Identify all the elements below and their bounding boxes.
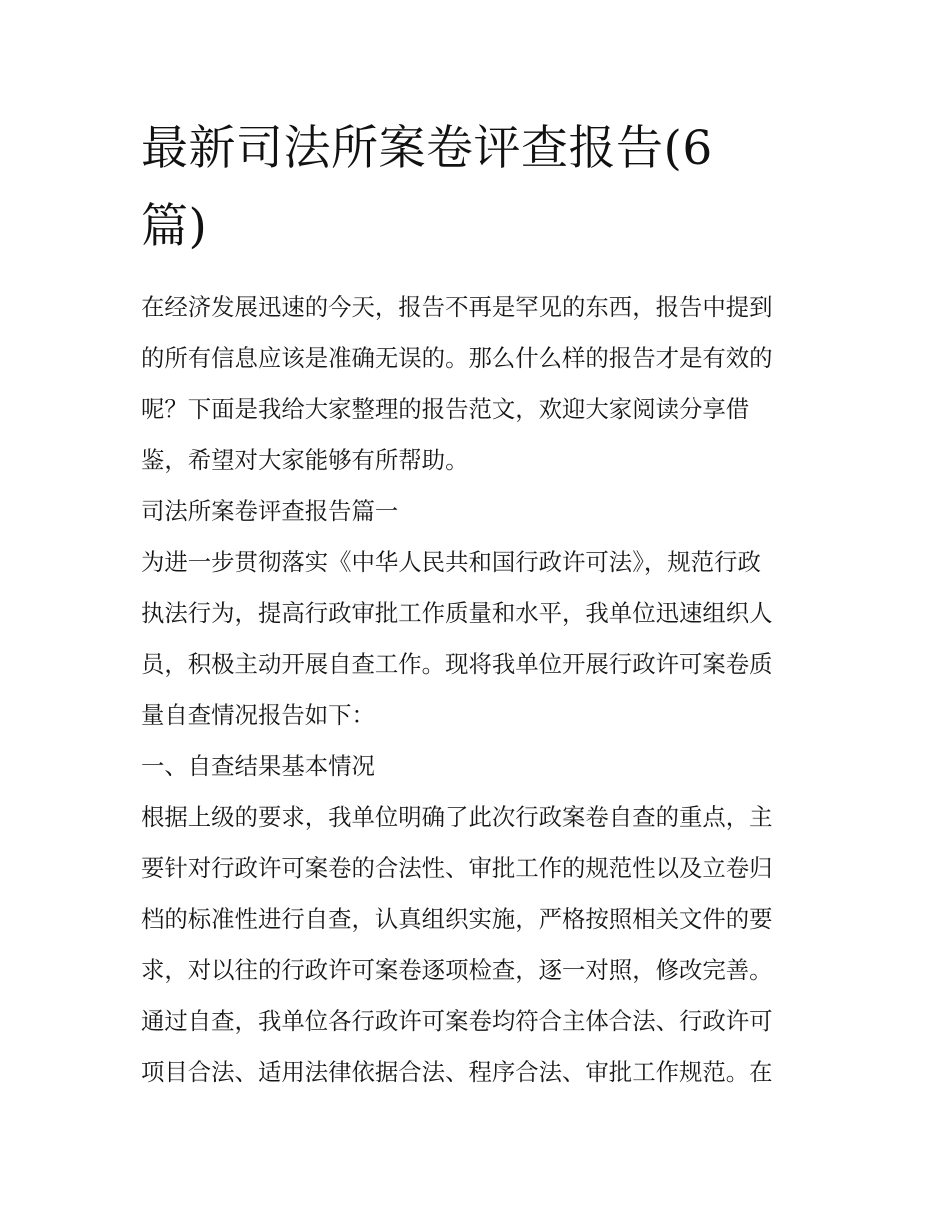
title-line: 篇) [141,199,208,254]
paragraph-line: 档的标准性进行自查，认真组织实施，严格按照相关文件的要 [141,905,773,933]
document-body [141,282,821,1098]
paragraph-line: 根据上级的要求，我单位明确了此次行政案卷自查的重点，主 [141,803,773,831]
title-line: 最新司法所案卷评查报告(6 [141,121,713,176]
paragraph-line: 执法行为，提高行政审批工作质量和水平，我单位迅速组织人 [141,599,773,627]
paragraph-line: 员，积极主动开展自查工作。现将我单位开展行政许可案卷质 [141,650,773,678]
paragraph-line: 的所有信息应该是准确无误的。那么什么样的报告才是有效的 [141,344,773,372]
paragraph-line: 为进一步贯彻落实《中华人民共和国行政许可法》，规范行政 [141,548,761,576]
paragraph-line: 鉴，希望对大家能够有所帮助。 [141,446,469,474]
paragraph-line: 呢？下面是我给大家整理的报告范文，欢迎大家阅读分享借 [141,395,750,423]
paragraph-line: 求，对以往的行政许可案卷逐项检查，逐一对照，修改完善。 [141,956,773,984]
paragraph-line: 在经济发展迅速的今天，报告不再是罕见的东西，报告中提到 [141,293,773,321]
subsection-heading: 一、自查结果基本情况 [141,752,375,780]
paragraph-line: 要针对行政许可案卷的合法性、审批工作的规范性以及立卷归 [141,854,773,882]
paragraph-line: 通过自查，我单位各行政许可案卷均符合主体合法、行政许可 [141,1007,773,1035]
page-title [141,110,781,266]
paragraph-line: 项目合法、适用法律依据合法、程序合法、审批工作规范。在 [141,1058,773,1086]
paragraph-line: 量自查情况报告如下： [141,701,375,729]
section-heading: 司法所案卷评查报告篇一 [141,497,399,525]
